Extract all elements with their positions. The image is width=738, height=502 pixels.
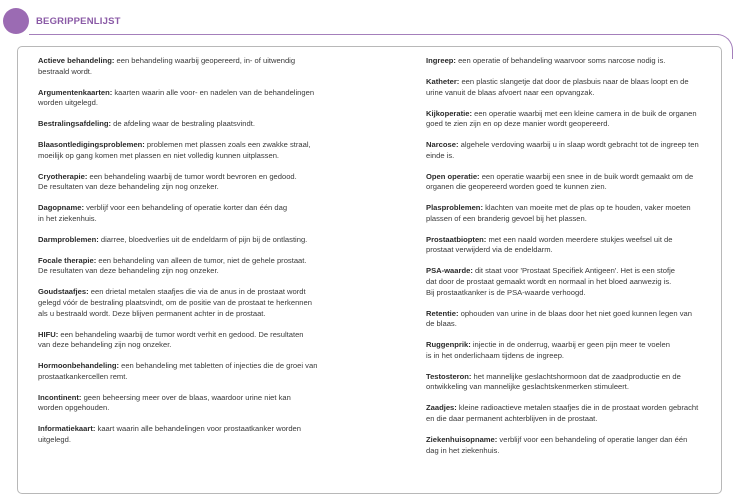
glossary-definition: ophouden van urine in de blaas door het niet goed kunnen legen van de blaas. bbox=[426, 308, 692, 329]
glossary-definition: kleine radioactieve metalen staafjes die in de prostaat worden gebracht en die daar permanent achterblijven in de prostaat. bbox=[426, 403, 699, 423]
glossary-definition: algehele verdoving waarbij u in slaap wordt gebracht tot de ingreep ten einde is. bbox=[426, 140, 699, 160]
glossary-term: Goudstaafjes: bbox=[38, 287, 89, 297]
glossary-term: Actieve behandeling: bbox=[38, 56, 115, 65]
glossary-entry bbox=[426, 435, 708, 456]
glossary-definition: klachten van moeite met de plas op te houden, vaker moeten plassen of een branderig gevoel bij het plassen. bbox=[426, 203, 691, 223]
glossary-entry bbox=[426, 403, 708, 424]
glossary-entry bbox=[426, 235, 708, 256]
glossary-entry bbox=[426, 172, 708, 193]
glossary-term: HIFU: bbox=[38, 329, 59, 339]
glossary-definition: verblijf voor een behandeling of operatie korter dan één dag in het ziekenhuis. bbox=[38, 203, 288, 223]
glossary-term: Dagopname: bbox=[38, 203, 84, 213]
glossary-definition: een operatie of behandeling waarvoor soms narcose nodig is. bbox=[455, 56, 666, 65]
glossary-definition: injectie in de onderrug, waarbij er geen pijn meer te voelen is in het onderlichaam tijdens de ingreep. bbox=[426, 340, 670, 360]
glossary-definition: een behandeling waarbij de tumor wordt bevroren en gedood. De resultaten van deze behandeling zijn nog onzeker. bbox=[38, 171, 297, 192]
glossary-definition: een operatie waarbij een snee in de buik wordt gemaakt om de organen die geopereerd worden goed te kunnen zien. bbox=[426, 171, 694, 192]
glossary-column-right bbox=[426, 56, 708, 456]
glossary-term: Open operatie: bbox=[426, 171, 480, 181]
glossary-term: Cryotherapie: bbox=[38, 171, 88, 181]
glossary-definition: diarree, bloedverlies uit de endeldarm of pijn bij de ontlasting. bbox=[98, 234, 308, 244]
glossary-definition: de afdeling waar de bestraling plaatsvindt. bbox=[111, 119, 255, 129]
glossary-term: Plasproblemen: bbox=[426, 203, 483, 213]
glossary-term: Narcose: bbox=[426, 140, 459, 150]
glossary-term: Hormoonbehandeling: bbox=[38, 361, 119, 371]
glossary-entry bbox=[426, 309, 708, 330]
glossary-definition: een drietal metalen staafjes die via de anus in de prostaat wordt gelegd vóór de bestraling plaatsvindt, om de positie van de prostaat te herkennen als u bestraald wordt. Deze blijven permanent achter in de prostaat. bbox=[38, 287, 312, 318]
glossary-term: Ziekenhuisopname: bbox=[426, 434, 498, 444]
glossary-definition: verblijf voor een behandeling of operatie langer dan één dag in het ziekenhuis. bbox=[426, 434, 688, 455]
glossary-definition: problemen met plassen zoals een zwakke straal, moeilijk op gang komen met plassen en niet volledig kunnen uitplassen. bbox=[38, 140, 311, 160]
glossary-definition: een behandeling waarbij geopereerd, in- of uitwendig bestraald wordt. bbox=[38, 56, 296, 76]
glossary-term: Bestralingsafdeling: bbox=[38, 119, 111, 129]
glossary-entry bbox=[426, 340, 708, 361]
glossary-entry bbox=[38, 203, 326, 224]
glossary-definition: dit staat voor 'Prostaat Specifiek Antigeen'. Het is een stofje dat door de prostaat gemaakt wordt en normaal in het bloed aanwezig is. Bij prostaatkanker is de PSA-waarde verhoogd. bbox=[426, 266, 675, 297]
glossary-definition: geen beheersing meer over de blaas, waardoor urine niet kan worden opgehouden. bbox=[38, 392, 291, 413]
glossary-entry bbox=[426, 140, 708, 161]
glossary-entry bbox=[38, 393, 326, 414]
glossary-term: PSA-waarde: bbox=[426, 266, 473, 276]
glossary-definition: een plastic slangetje dat door de plasbuis naar de blaas loopt en de urine vanuit de blaas afvoert naar een opvangzak. bbox=[426, 76, 689, 97]
glossary-entry bbox=[426, 266, 708, 298]
glossary-entry bbox=[38, 119, 326, 130]
glossary-term: Darmproblemen: bbox=[38, 234, 99, 244]
glossary-entry bbox=[38, 330, 326, 351]
glossary-definition: het mannelijke geslachtshormoon dat de zaadproductie en de ontwikkeling van mannelijke geslachtskenmerken stimuleert. bbox=[426, 371, 681, 392]
header-rule bbox=[29, 34, 719, 35]
glossary-entry bbox=[38, 424, 326, 445]
glossary-term: Ingreep: bbox=[426, 56, 456, 65]
glossary-entry bbox=[38, 140, 326, 161]
glossary-term: Focale therapie: bbox=[38, 255, 97, 265]
glossary-definition: een behandeling waarbij de tumor wordt verhit en gedood. De resultaten van deze behandeling zijn nog onzeker. bbox=[38, 329, 304, 350]
glossary-term: Prostaatbiopten: bbox=[426, 234, 487, 244]
glossary-term: Retentie: bbox=[426, 308, 459, 318]
glossary-entry bbox=[38, 56, 326, 77]
header-circle-ornament bbox=[3, 8, 29, 34]
glossary-term: Ruggenprik: bbox=[426, 340, 471, 350]
glossary-definition: kaarten waarin alle voor- en nadelen van de behandelingen worden uitgelegd. bbox=[38, 87, 315, 108]
glossary-term: Blaasontledigingsproblemen: bbox=[38, 140, 145, 150]
glossary-definition: kaart waarin alle behandelingen voor prostaatkanker worden uitgelegd. bbox=[38, 424, 301, 444]
glossary-definition: met een naald worden meerdere stukjes weefsel uit de prostaat verwijderd via de endeldarm. bbox=[426, 234, 673, 255]
glossary-entry bbox=[38, 88, 326, 109]
glossary-column-left bbox=[38, 56, 326, 446]
glossary-entry bbox=[426, 372, 708, 393]
glossary-entry bbox=[426, 203, 708, 224]
glossary-definition: een behandeling met tabletten of injecties die de groei van prostaatkankercellen remt. bbox=[38, 361, 318, 381]
glossary-definition: een behandeling van alleen de tumor, niet de gehele prostaat. De resultaten van deze behandeling zijn nog onzeker. bbox=[38, 255, 307, 276]
glossary-entry bbox=[38, 287, 326, 319]
glossary-term: Kijkoperatie: bbox=[426, 108, 472, 118]
glossary-term: Informatiekaart: bbox=[38, 424, 96, 434]
glossary-entry bbox=[38, 172, 326, 193]
glossary-definition: een operatie waarbij met een kleine camera in de buik de organen goed te zien zijn en op deze manier wordt geopereerd. bbox=[426, 108, 697, 129]
glossary-entry bbox=[38, 361, 326, 382]
glossary-term: Argumentenkaarten: bbox=[38, 87, 113, 97]
glossary-entry bbox=[426, 77, 708, 98]
glossary-term: Incontinent: bbox=[38, 392, 82, 402]
page-header bbox=[0, 0, 738, 48]
glossary-term: Katheter: bbox=[426, 76, 460, 86]
glossary-term: Zaadjes: bbox=[426, 403, 457, 413]
glossary-entry bbox=[426, 109, 708, 130]
glossary-entry bbox=[426, 56, 708, 67]
page-title: BEGRIPPENLIJST bbox=[36, 16, 121, 27]
glossary-entry bbox=[38, 235, 326, 246]
glossary-term: Testosteron: bbox=[426, 371, 472, 381]
glossary-entry bbox=[38, 256, 326, 277]
